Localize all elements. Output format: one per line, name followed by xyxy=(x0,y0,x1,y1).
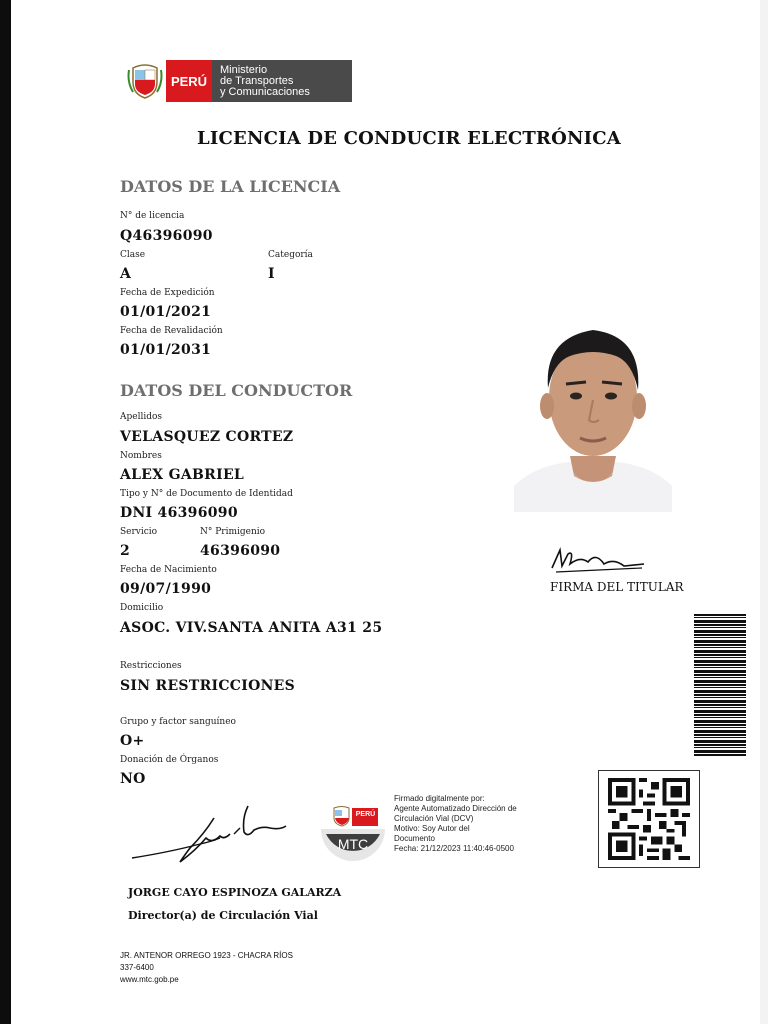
digital-signature-line-4: Motivo: Soy Autor del xyxy=(394,824,470,833)
peru-label: PERÚ xyxy=(166,60,212,102)
footer-website: www.mtc.gob.pe xyxy=(120,975,179,984)
original-number-label: N° Primigenio xyxy=(200,527,266,537)
director-role: Director(a) de Circulación Vial xyxy=(128,909,318,922)
digital-signature-line-1: Firmado digitalmente por: xyxy=(394,794,485,803)
director-name: JORGE CAYO ESPINOZA GALARZA xyxy=(128,886,342,899)
ministry-line-1: Ministerio xyxy=(220,64,268,76)
original-number: 46396090 xyxy=(200,543,281,559)
revalidation-date-label: Fecha de Revalidación xyxy=(120,326,223,336)
address-label: Domicilio xyxy=(120,603,164,613)
digital-signature-line-6: Fecha: 21/12/2023 11:40:46-0500 xyxy=(394,844,514,853)
address: ASOC. VIV.SANTA ANITA A31 25 xyxy=(120,620,383,636)
class-value: A xyxy=(120,266,132,282)
blood-type-label: Grupo y factor sanguíneo xyxy=(120,717,236,727)
digital-signature-info xyxy=(394,794,544,854)
holder-signature-caption: FIRMA DEL TITULAR xyxy=(550,580,684,594)
peru-coat-of-arms-icon xyxy=(124,60,166,102)
revalidation-date: 01/01/2031 xyxy=(120,342,212,358)
ministry-logo xyxy=(124,60,352,102)
names-label: Nombres xyxy=(120,451,162,461)
digital-signature-line-5: Documento xyxy=(394,834,435,843)
driver-photo xyxy=(514,316,672,512)
ministry-name xyxy=(212,60,352,102)
footer-phone: 337-6400 xyxy=(120,963,154,972)
driver-section-heading: DATOS DEL CONDUCTOR xyxy=(120,381,353,400)
holder-signature-icon xyxy=(548,546,648,576)
issue-date: 01/01/2021 xyxy=(120,304,212,320)
id-document-label: Tipo y N° de Documento de Identidad xyxy=(120,489,293,499)
ministry-line-3: y Comunicaciones xyxy=(220,86,310,98)
restrictions-label: Restricciones xyxy=(120,661,182,671)
birth-date-label: Fecha de Nacimiento xyxy=(120,565,217,575)
digital-signature-line-2: Agente Automatizado Dirección de xyxy=(394,804,517,813)
right-scan-border xyxy=(760,0,768,1024)
organ-donation: NO xyxy=(120,771,146,787)
footer-contact xyxy=(120,950,293,986)
license-number: Q46396090 xyxy=(120,228,213,244)
mtc-label: MTC xyxy=(337,836,369,852)
qr-code xyxy=(598,770,700,868)
surnames: VELASQUEZ CORTEZ xyxy=(120,429,294,445)
license-number-label: N° de licencia xyxy=(120,211,185,221)
barcode xyxy=(694,614,746,756)
left-scan-border xyxy=(0,0,11,1024)
category-value: I xyxy=(268,266,275,282)
issue-date-label: Fecha de Expedición xyxy=(120,288,215,298)
surnames-label: Apellidos xyxy=(120,412,163,422)
names: ALEX GABRIEL xyxy=(120,467,245,483)
class-label: Clase xyxy=(120,250,146,260)
birth-date: 09/07/1990 xyxy=(120,581,212,597)
category-label: Categoría xyxy=(268,250,313,260)
service-label: Servicio xyxy=(120,527,158,537)
mtc-peru-label: PERÚ xyxy=(355,811,376,818)
blood-type: O+ xyxy=(120,733,145,749)
organ-donation-label: Donación de Órganos xyxy=(120,755,219,765)
id-document: DNI 46396090 xyxy=(120,505,238,521)
license-section-heading: DATOS DE LA LICENCIA xyxy=(120,177,341,196)
ministry-line-2: de Transportes xyxy=(220,75,294,87)
restrictions: SIN RESTRICCIONES xyxy=(120,678,296,694)
mtc-seal xyxy=(318,796,388,862)
service-value: 2 xyxy=(120,543,131,559)
document-title: LICENCIA DE CONDUCIR ELECTRÓNICA xyxy=(197,128,621,149)
director-signature-icon xyxy=(130,804,290,868)
digital-signature-line-3: Circulación Vial (DCV) xyxy=(394,814,474,823)
footer-address: JR. ANTENOR ORREGO 1923 - CHACRA RÍOS xyxy=(120,951,293,960)
